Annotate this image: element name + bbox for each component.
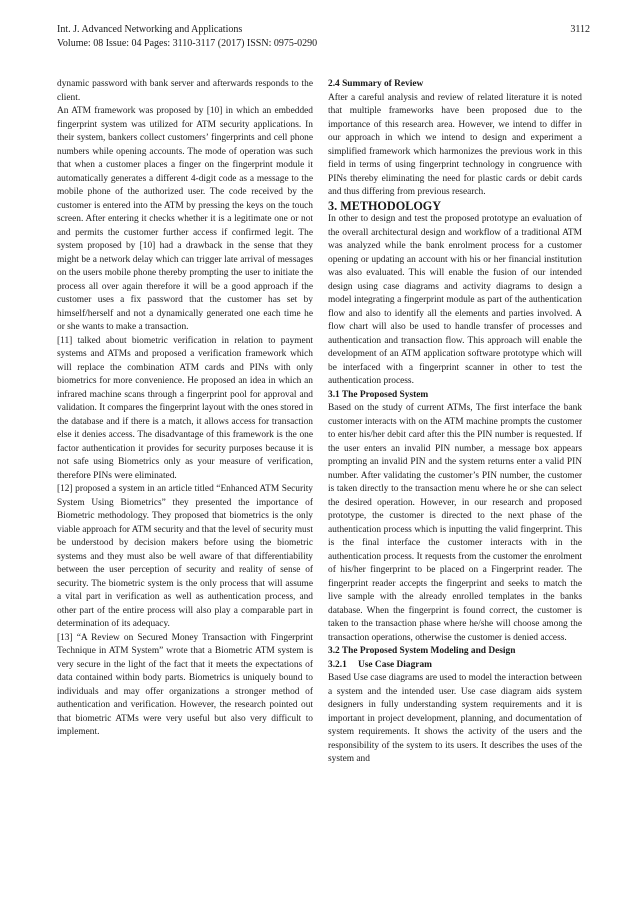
summary-heading: 2.4 Summary of Review: [328, 79, 424, 89]
modeling-heading: 3.2 The Proposed System Modeling and Design: [328, 646, 516, 656]
paragraph: Based on the study of current ATMs, The first interface the bank customer interacts with on the ATM machine prompts the customer to enter his/her debit card after this the PIN number is requested. If the user enters an invalid PIN number, a message box appears prompting an invalid PIN and the system returns enter a valid PIN number. After validating the customer’s PIN number, the customer is taken directly to the transaction menu where he or she can select the desired operation. However, in our research and proposed prototype, the customer is directed to the next phase of the authentication process which is inputting the valid fingerprint. This is the final interface the customer interacts with in the authentication process. It requests from the customer the enrolment of his/her fingerprint to be placed on a Fingerprint reader. The fingerprint reader accepts the fingerprint and seeks to match the live sample with the already enrolled templates in the banks database. When the fingerprint is found correct, the customer is taken to the transaction phase where he/she will choose among the transaction operations, otherwise the customer is denied access.: [328, 403, 582, 643]
running-header: [57, 23, 590, 51]
right-column: [328, 78, 582, 767]
paragraph: Based Use case diagrams are used to model the interaction between a system and the intended user. Use case diagram aids system designers in fully understanding system requirements and it is important in project development, planning, and documentation of system requirements. It shows the activity of the users and the responsibility of the system to its users. It describes the uses of the system and: [328, 673, 582, 764]
paragraph: [13] “A Review on Secured Money Transaction with Fingerprint Technique in ATM System” wrote that a Biometric ATM system is very secure in the light of the fact that it meets the expectations of data contained within body parts. Biometrics is uniquely bound to individuals and may offer organizations a stronger method of authentication and verification. However, the research pointed out that biometric ATMs were very useful but also very difficult to implement.: [57, 632, 313, 737]
paragraph: [11] talked about biometric verification in relation to payment systems and ATMs and proposed a verification framework which will replace the combination ATM cards and PINs with only biometrics for more convenience. He proposed an idea in which an infrared machine scans through a fingerprint pool for approval and validation. It compares the fingerprint layout with the ones stored in the database and if there is a match, it allows access for transaction else it denies access. The disadvantage of this framework is the one factor authentication it provides for security purposes because it is not safe using Biometrics only as your measure of verification, therefore PINs were eliminated.: [57, 335, 313, 481]
page-number: 3112: [570, 24, 590, 35]
proposed-system-heading: 3.1 The Proposed System: [328, 389, 429, 400]
paragraph: dynamic password with bank server and afterwards responds to the client.: [57, 79, 313, 103]
use-case-title: Use Case Diagram: [358, 659, 432, 670]
use-case-number: 3.2.1: [328, 659, 347, 670]
methodology-heading: 3. METHODOLOGY: [328, 198, 442, 213]
left-column: [57, 78, 313, 740]
volume-info: Volume: 08 Issue: 04 Pages: 3110-3117 (2017) ISSN: 0975-0290: [57, 38, 318, 49]
paragraph: [12] proposed a system in an article titled “Enhanced ATM Security System Using Biometrics” they presented the importance of Biometric methodology. They proposed that biometrics is the only viable approach for ATM security and that the level of security must be understood by decision makers before using the biometric systems and they must also be well aware of that differentiability between the user perception of security and reality of sense of security. The biometric system is the only process that will assume a vital part in verification as well as authentication process, and other part of the entire process will also play a comparable part in determination of its adequacy.: [57, 484, 313, 629]
paragraph: An ATM framework was proposed by [10] in which an embedded fingerprint system was utilized for ATM security applications. In their system, bankers collect customers’ fingerprints and cell phone numbers while opening accounts. The mode of operation was such that when a customer places a finger on the fingerprint module it automatically generates a different 4-digit code as a message to the mobile phone of the authorized user. The code received by the customer is entered into the ATM by pressing the keys on the touch screen. After entering it checks whether it is a legitimate one or not and permits the customer further access if confirmed legit. The system proposed by [10] had a drawback in the sense that they might be a network delay which can trigger late arrival of messages on the users mobile phone thereby prompting the user to initiate the process all over again therefore it will be a good approach if the customer uses a fix password that the customer has set by himself/herself and not a dynamically generated one each time he or she wants to make a transaction.: [57, 106, 313, 332]
paragraph: In other to design and test the proposed prototype an evaluation of the overall architectural design and workflow of a traditional ATM was analyzed while the bank enrolment process for a customer opening or updating an account with his or her financial institution was also evaluated. This will enable the fusion of our intended design using case diagrams and activity diagrams to design a model integrating a fingerprint module as part of the authentication flow and also to identify all the elements and parties involved. A flow chart will also be used to handle transfer of processes and authentication and transaction flow. This approach will enable the development of an ATM application software prototype which will be interfaced with a fingerprint scanner in other to test the authentication process.: [328, 214, 582, 386]
paragraph: After a careful analysis and review of related literature it is noted that multiple frameworks have been proposed due to the importance of this research area. However, we intend to differ in our approach in which we intend to design and experiment a simplified framework which harmonizes the previous work in this field in terms of using fingerprint technology in congruence with PINs thereby eliminating the need for plastic cards or debit cards and thus differing from previous research.: [328, 92, 582, 197]
journal-name: Int. J. Advanced Networking and Applications: [57, 24, 243, 35]
use-case-heading: [328, 659, 582, 673]
